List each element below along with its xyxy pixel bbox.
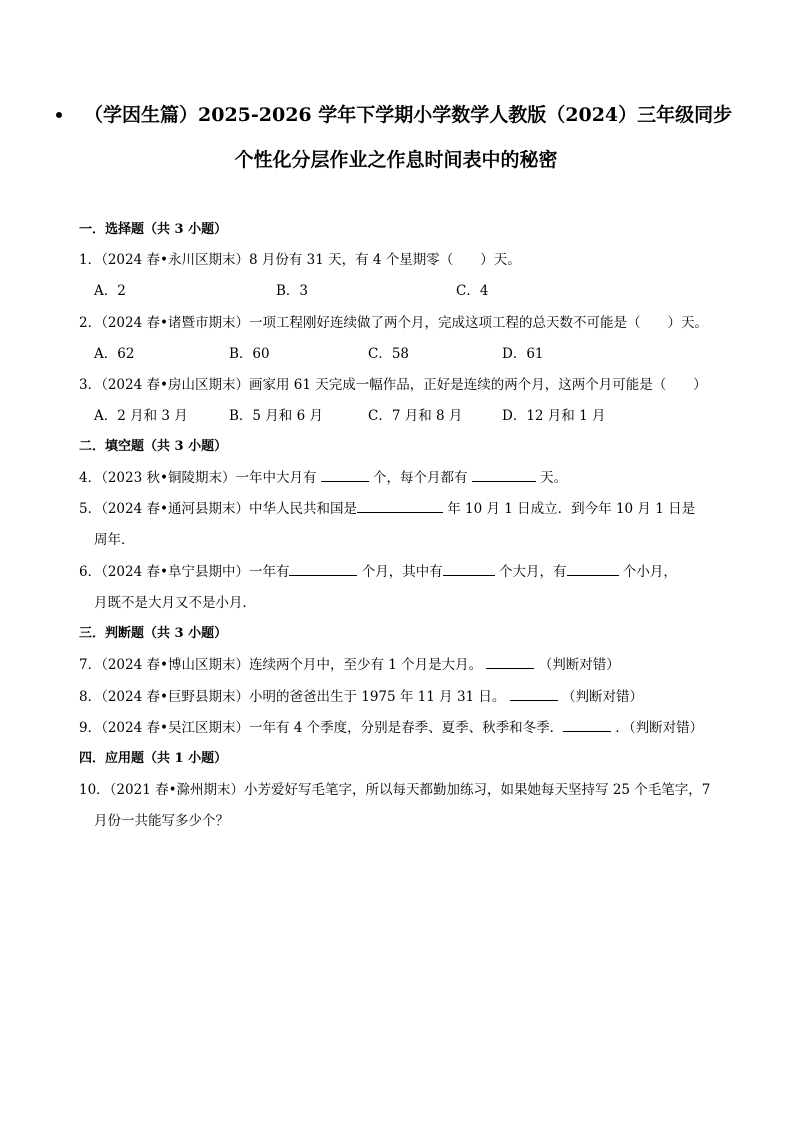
section-heading-judge: 三．判断题（共 3 小题）	[79, 626, 228, 641]
question-10-continued: 月份一共能写多少个？	[94, 813, 229, 829]
q4-text-c: 天。	[535, 470, 568, 486]
q2-option-c: C．58	[368, 346, 410, 362]
q3-option-b: B．5 月和 6 月	[229, 408, 323, 424]
q6-text-c: 个大月，有	[494, 564, 567, 580]
q5-text-a: 5．（2024 春•通河县期末）中华人民共和国是	[79, 501, 357, 517]
question-3: 3．（2024 春•房山区期末）画家用 61 天完成一幅作品，正好是连续的两个月，这两个月可能是（ ）	[79, 377, 707, 393]
bullet-dot	[56, 112, 62, 118]
q9-text-a: 9．（2024 春•吴江区期末）一年有 4 个季度，分别是春季、夏季、秋季和冬季．	[79, 720, 564, 736]
answer-blank[interactable]	[563, 719, 611, 732]
q8-text-a: 8．（2024 春•巨野县期末）小明的爸爸出生于 1975 年 11 月 31 日。	[79, 689, 510, 705]
question-5-continued: 周年．	[94, 532, 135, 548]
q6-text-b: 个月，其中有	[357, 564, 443, 580]
question-10: 10．（2021 春•滁州期末）小芳爱好写毛笔字，所以每天都勤加练习，如果她每天坚持写 25 个毛笔字，7	[79, 782, 711, 798]
q7-text-a: 7．（2024 春•博山区期末）连续两个月中，至少有 1 个月是大月。	[79, 657, 487, 673]
answer-blank[interactable]	[289, 563, 357, 576]
q3-option-a: A．2 月和 3 月	[94, 408, 188, 424]
q6-text-d: 个小月，	[618, 564, 677, 580]
question-6	[79, 560, 677, 580]
question-4	[79, 466, 567, 486]
q8-text-b: （判断对错）	[557, 689, 643, 705]
q2-option-a: A．62	[94, 346, 135, 362]
question-6-continued: 月既不是大月又不是小月．	[94, 595, 256, 611]
q6-text-a: 6．（2024 春•阜宁县期中）一年有	[79, 564, 290, 580]
answer-blank[interactable]	[510, 688, 558, 701]
section-heading-fill: 二．填空题（共 3 小题）	[79, 439, 228, 454]
question-8	[79, 685, 643, 705]
answer-blank[interactable]	[443, 563, 495, 576]
q3-option-d: D．12 月和 1 月	[502, 408, 606, 424]
answer-blank[interactable]	[357, 500, 443, 513]
answer-blank[interactable]	[321, 469, 369, 482]
answer-blank[interactable]	[486, 656, 534, 669]
title-line-1: （学因生篇）2025-2026 学年下学期小学数学人教版（2024）三年级同步	[84, 104, 733, 126]
question-1: 1．（2024 春•永川区期末）8 月份有 31 天，有 4 个星期零（ ）天。	[79, 252, 521, 268]
q1-option-c: C．4	[456, 283, 489, 299]
q9-text-b: ．（判断对错）	[611, 720, 704, 736]
answer-blank[interactable]	[567, 563, 619, 576]
q4-text-a: 4．（2023 秋•铜陵期末）一年中大月有	[79, 470, 321, 486]
q1-option-a: A．2	[94, 283, 126, 299]
section-heading-application: 四．应用题（共 1 小题）	[79, 751, 228, 766]
question-7	[79, 653, 620, 673]
question-5	[79, 497, 695, 517]
section-heading-choice: 一．选择题（共 3 小题）	[79, 222, 228, 237]
question-2: 2．（2024 春•诸暨市期末）一项工程刚好连续做了两个月，完成这项工程的总天数不可能是（ ）天。	[79, 315, 708, 331]
q2-option-b: B．60	[229, 346, 270, 362]
title-line-2: 个性化分层作业之作息时间表中的秘密	[234, 149, 558, 171]
q5-text-b: 年 10 月 1 日成立．到今年 10 月 1 日是	[442, 501, 696, 517]
q4-text-b: 个，每个月都有	[368, 470, 472, 486]
question-9	[79, 716, 703, 736]
q7-text-b: （判断对错）	[534, 657, 620, 673]
answer-blank[interactable]	[472, 469, 536, 482]
q1-option-b: B．3	[276, 283, 309, 299]
q3-option-c: C．7 月和 8 月	[368, 408, 463, 424]
q2-option-d: D．61	[502, 346, 544, 362]
